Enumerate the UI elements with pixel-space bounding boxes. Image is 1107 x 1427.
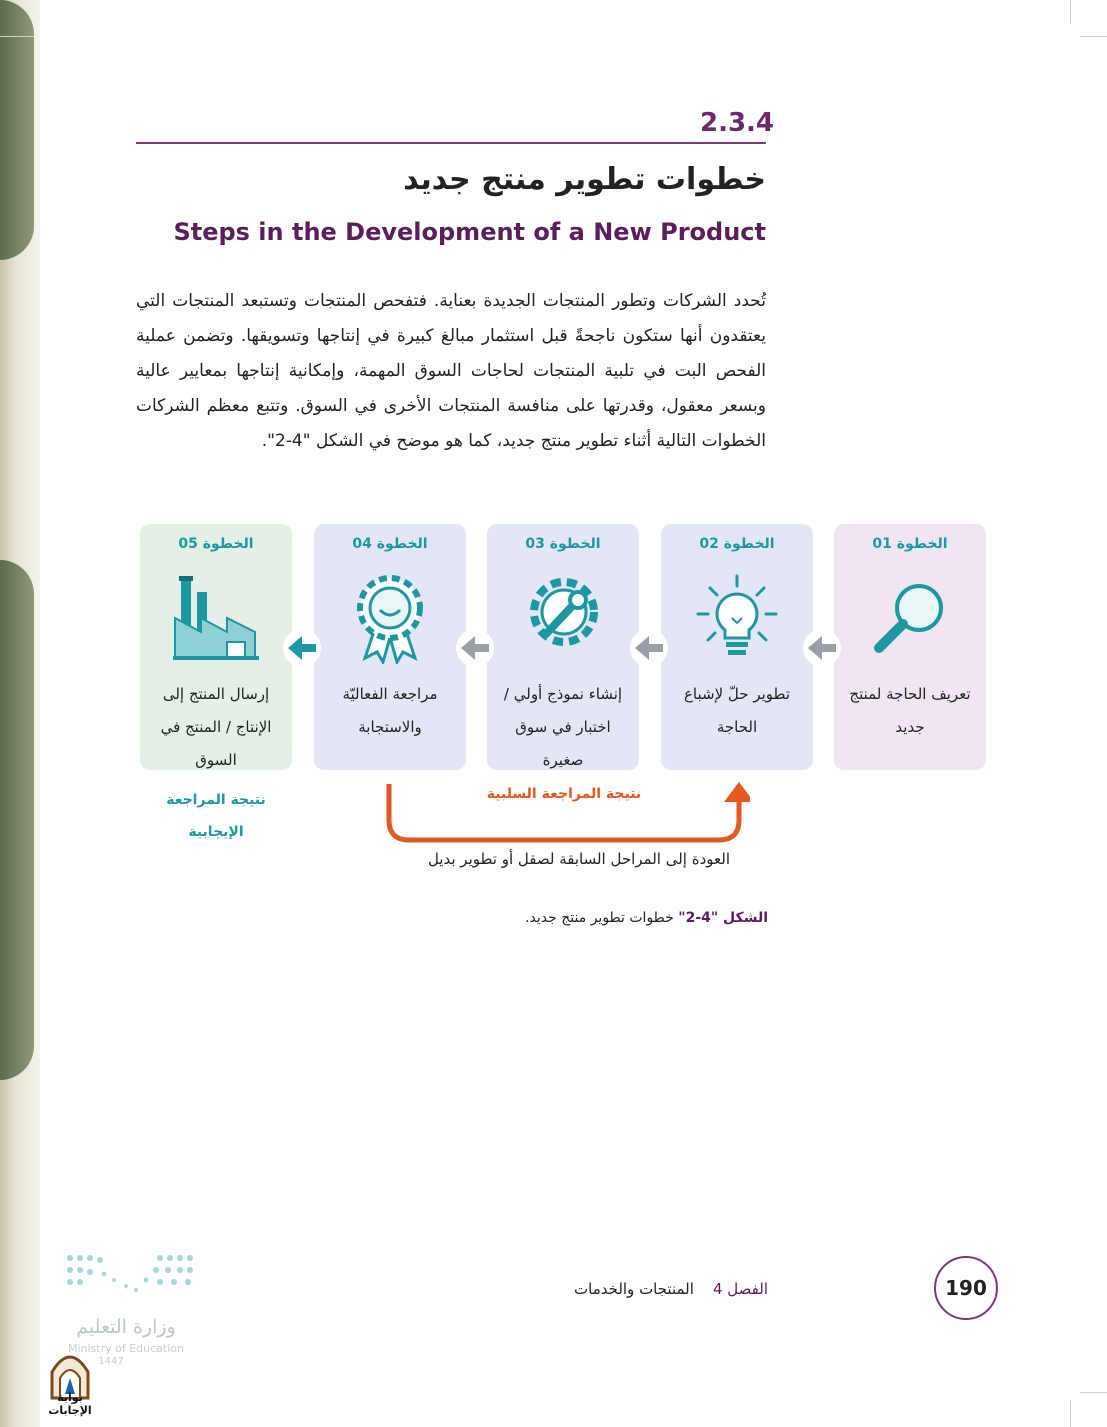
- step-heading: الخطوة 01: [872, 536, 948, 552]
- figure-id: الشكل "4-2": [678, 910, 768, 926]
- page-title-english: Steps in the Development of a New Product: [173, 218, 766, 246]
- figure-caption: [400, 910, 768, 926]
- step-card-03: [487, 524, 639, 770]
- crop-mark: [1070, 1400, 1071, 1427]
- negative-review-label: نتيجة المراجعة السلبية: [486, 786, 642, 802]
- step-heading: الخطوة 04: [352, 536, 428, 552]
- page-title-arabic: خطوات تطوير منتج جديد: [403, 162, 766, 197]
- site-logo: [34, 1348, 106, 1427]
- step-label: إرسال المنتج إلى الإنتاج / المنتج في السوق: [160, 685, 272, 769]
- wrench-gear-icon: [518, 572, 608, 664]
- positive-review-label: نتيجة المراجعة الإيجابية: [166, 792, 266, 840]
- photo-band-middle: [0, 560, 34, 1080]
- step-card-04: [314, 524, 466, 770]
- step-heading: الخطوة 02: [699, 536, 775, 552]
- chapter-label: الفصل 4: [712, 1280, 768, 1298]
- step-card-05: [140, 524, 292, 770]
- section-number: 2.3.4: [700, 108, 775, 138]
- lightbulb-icon: [692, 572, 782, 664]
- section-divider: [136, 142, 766, 144]
- step-label: إنشاء نموذج أولي / اختبار في سوق صغيرة: [503, 685, 623, 769]
- arrow-left-icon: [800, 628, 844, 668]
- crop-mark: [1080, 1392, 1107, 1393]
- ministry-name-english: Ministry of Education: [67, 1342, 184, 1355]
- left-photo-strip: [0, 0, 40, 1427]
- step-label: تعريف الحاجة لمنتج جديد: [849, 685, 971, 736]
- arrow-left-icon: [453, 628, 497, 668]
- magnifier-icon: [865, 572, 955, 664]
- chapter-title: المنتجات والخدمات: [574, 1280, 694, 1298]
- body-paragraph: تُحدد الشركات وتطور المنتجات الجديدة بعناية. فتفحص المنتجات وتستبعد المنتجات التي يعتقدون أنها ستكون ناجحةً قبل استثمار مبالغ كبيرة في إنتاجها وتسويقها. وتضمن عملية الفحص البت في تلبية المنتجات لحاجات السوق المهمة، وإمكانية إنتاجها بمعايير عالية وبسعر معقول، وقدرتها على منافسة المنتجات الأخرى في السوق. وتتبع معظم الشركات الخطوات التالية أثناء تطوير منتج جديد، كما هو موضح في الشكل "4-2".: [136, 291, 766, 451]
- step-label: تطوير حلّ لإشباع الحاجة: [683, 685, 791, 736]
- ministry-name-arabic: وزارة التعليم: [76, 1316, 176, 1338]
- step-label: مراجعة الفعاليّة والاستجابة: [342, 685, 438, 736]
- award-ribbon-icon: [345, 572, 435, 664]
- chapter-footer: [500, 1280, 768, 1298]
- arrow-left-icon: [280, 628, 324, 668]
- crop-mark: [0, 36, 34, 37]
- ministry-year: 1447: [98, 1356, 124, 1367]
- page-number: 190: [934, 1256, 998, 1320]
- site-name: بوابة الإجابات: [48, 1391, 92, 1417]
- crop-mark: [1080, 36, 1107, 37]
- factory-icon: [171, 572, 261, 664]
- step-heading: الخطوة 05: [178, 536, 254, 552]
- step-card-01: [834, 524, 986, 770]
- ministry-dots-icon: [64, 1250, 196, 1310]
- step-heading: الخطوة 03: [525, 536, 601, 552]
- crop-mark: [1070, 0, 1071, 24]
- figure-caption-text: خطوات تطوير منتج جديد.: [525, 910, 674, 926]
- arrow-left-icon: [627, 628, 671, 668]
- loop-note: العودة إلى المراحل السابقة لصقل أو تطوير بديل: [427, 850, 730, 868]
- photo-band-top: [0, 0, 34, 260]
- step-card-02: [661, 524, 813, 770]
